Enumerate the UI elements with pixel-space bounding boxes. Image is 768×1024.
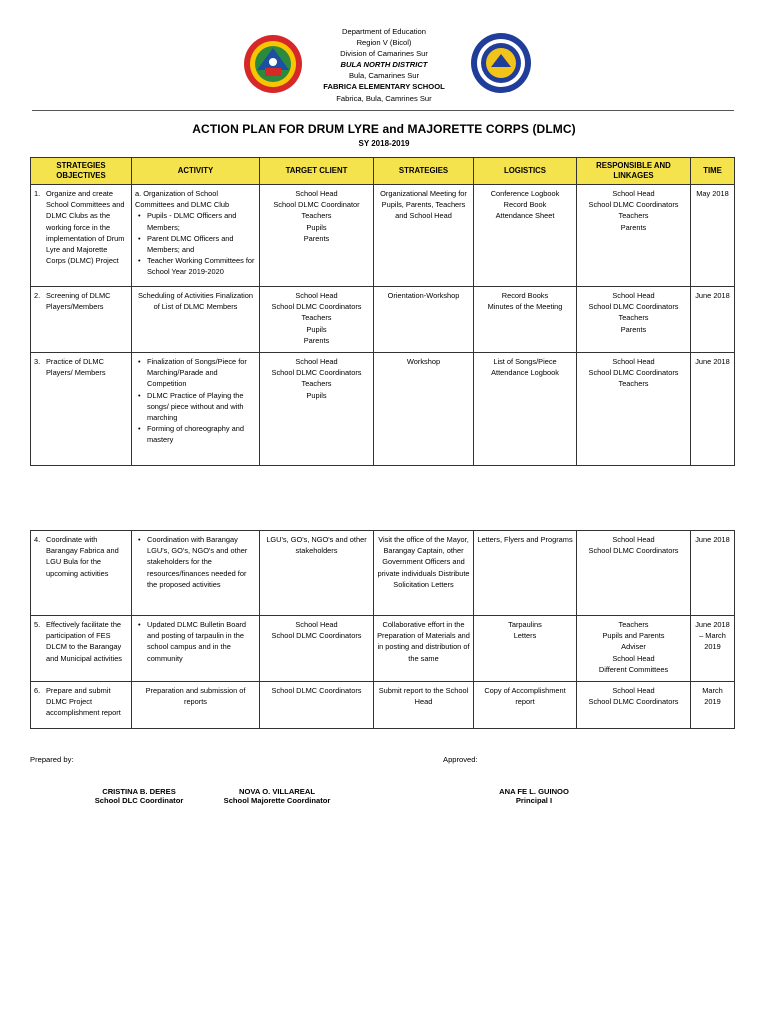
signatory-majorette-coordinator bbox=[212, 787, 342, 805]
table-row bbox=[31, 287, 735, 353]
target-item: Teachers bbox=[301, 379, 332, 389]
responsible-item: School DLMC Coordinators bbox=[588, 302, 679, 312]
target-cell bbox=[260, 287, 374, 353]
header-divider bbox=[32, 110, 734, 111]
responsible-item: Pupils and Parents bbox=[602, 631, 665, 641]
target-item: Teachers bbox=[301, 211, 332, 221]
approved-label: Approved: bbox=[443, 755, 478, 764]
target-item: Parents bbox=[303, 233, 330, 243]
table-header-row bbox=[31, 158, 735, 185]
responsible-item: School DLMC Coordinators bbox=[588, 697, 679, 707]
target-cell bbox=[260, 616, 374, 682]
logistics-cell: Letters, Flyers and Programs bbox=[474, 531, 577, 616]
list-item: • Coordination with Barangay LGU's, GO's, NGO's and other stakeholders for the resources/finances needed for the proposed activities bbox=[147, 534, 256, 590]
logistics-item: Tarpaulins bbox=[508, 620, 542, 629]
list-item: • Parent DLMC Officers and Members; and bbox=[147, 233, 256, 255]
list-item: • Forming of choreography and mastery bbox=[147, 423, 256, 445]
objective-text: Prepare and submit DLMC Project accomplishment report bbox=[46, 686, 121, 718]
target-cell bbox=[260, 185, 374, 287]
table-row bbox=[31, 616, 735, 682]
row-number: 3. bbox=[34, 357, 41, 366]
signatory-name: CRISTINA B. DERES bbox=[102, 787, 176, 796]
signatory-principal bbox=[484, 787, 584, 805]
row-number: 2. bbox=[34, 291, 41, 300]
activity-cell bbox=[132, 185, 260, 287]
column-header: TARGET CLIENT bbox=[260, 158, 374, 185]
objective-cell bbox=[31, 287, 132, 353]
target-item: Pupils bbox=[306, 390, 327, 400]
activity-cell bbox=[132, 616, 260, 682]
responsible-cell bbox=[577, 287, 691, 353]
time-cell: May 2018 bbox=[691, 185, 735, 287]
school-year: SY 2018-2019 bbox=[358, 139, 410, 148]
target-item: School Head bbox=[295, 620, 338, 629]
target-cell: LGU's, GO's, NGO's and other stakeholders bbox=[260, 531, 374, 616]
action-plan-table-part-1 bbox=[30, 157, 735, 466]
column-header: STRATEGIES OBJECTIVES bbox=[31, 158, 132, 185]
list-item: • Updated DLMC Bulletin Board and posting of tarpaulin in the school campus and in the community bbox=[147, 619, 256, 664]
responsible-item: Teachers bbox=[618, 313, 649, 323]
header-line-address: Fabrica, Bula, Camrines Sur bbox=[336, 93, 432, 103]
logistics-item: Letters bbox=[513, 631, 537, 641]
list-item: • DLMC Practice of Playing the songs/ piece without and with marching bbox=[147, 390, 256, 424]
objective-text: Organize and create School Committees and DLMC Clubs as the working force in the implementation of Drum Lyre and Majorette Corps (DLMC) Project bbox=[46, 189, 125, 266]
logistics-cell: Copy of Accomplishment report bbox=[474, 682, 577, 729]
objective-cell bbox=[31, 531, 132, 616]
header-line-region: Region V (Bicol) bbox=[356, 38, 412, 48]
responsible-item: School Head bbox=[612, 189, 655, 198]
signatory-dlc-coordinator bbox=[84, 787, 194, 805]
target-item: Teachers bbox=[301, 313, 332, 323]
target-cell: School DLMC Coordinators bbox=[260, 682, 374, 729]
target-item: School DLMC Coordinators bbox=[271, 631, 362, 641]
column-header: LOGISTICS bbox=[474, 158, 577, 185]
responsible-cell bbox=[577, 531, 691, 616]
target-item: Parents bbox=[303, 335, 330, 345]
letterhead bbox=[0, 26, 768, 104]
strategies-cell: Workshop bbox=[374, 353, 474, 466]
target-item: School Head bbox=[295, 357, 338, 366]
responsible-cell bbox=[577, 185, 691, 287]
document-title: ACTION PLAN FOR DRUM LYRE and MAJORETTE CORPS (DLMC) bbox=[192, 122, 576, 136]
signatory-name: NOVA O. VILLAREAL bbox=[239, 787, 315, 796]
responsible-item: Parents bbox=[620, 222, 647, 232]
responsible-cell bbox=[577, 353, 691, 466]
responsible-item: School Head bbox=[612, 357, 655, 366]
time-cell: June 2018 – March 2019 bbox=[691, 616, 735, 682]
column-header: STRATEGIES bbox=[374, 158, 474, 185]
table-row bbox=[31, 185, 735, 287]
list-item: • Pupils - DLMC Officers and Members; bbox=[147, 210, 256, 232]
activity-cell: Preparation and submission of reports bbox=[132, 682, 260, 729]
responsible-item: School Head bbox=[612, 291, 655, 300]
logistics-item: Record Book bbox=[503, 200, 547, 210]
target-cell bbox=[260, 353, 374, 466]
strategies-cell: Submit report to the School Head bbox=[374, 682, 474, 729]
logistics-cell bbox=[474, 616, 577, 682]
strategies-cell: Visit the office of the Mayor, Barangay Captain, other Government Officers and private individuals Distribute Solicitation Letters bbox=[374, 531, 474, 616]
list-item: • Teacher Working Committees for School Year 2019-2020 bbox=[147, 255, 256, 277]
responsible-item: Adviser bbox=[621, 642, 646, 652]
responsible-item: School Head bbox=[612, 653, 655, 663]
signatory-role: School Majorette Coordinator bbox=[223, 796, 331, 805]
target-item: School DLMC Coordinators bbox=[271, 302, 362, 312]
logistics-cell bbox=[474, 353, 577, 466]
logistics-item: Minutes of the Meeting bbox=[487, 302, 563, 312]
objective-cell bbox=[31, 353, 132, 466]
header-line-district: BULA NORTH DISTRICT bbox=[340, 60, 428, 70]
logistics-item: Attendance Sheet bbox=[495, 211, 555, 221]
activity-cell: Scheduling of Activities Finalization of List of DLMC Members bbox=[132, 287, 260, 353]
row-number: 4. bbox=[34, 535, 41, 544]
time-cell: March 2019 bbox=[691, 682, 735, 729]
responsible-item: Different Committees bbox=[598, 664, 669, 674]
column-header: ACTIVITY bbox=[132, 158, 260, 185]
responsible-item: Parents bbox=[620, 324, 647, 334]
column-header: RESPONSIBLE AND LINKAGES bbox=[577, 158, 691, 185]
objective-text: Practice of DLMC Players/ Members bbox=[46, 357, 106, 378]
target-item: School Head bbox=[295, 189, 338, 198]
strategies-cell: Orientation-Workshop bbox=[374, 287, 474, 353]
responsible-cell bbox=[577, 682, 691, 729]
responsible-item: School DLMC Coordinators bbox=[588, 200, 679, 210]
target-item: Pupils bbox=[306, 324, 327, 334]
responsible-item: School Head bbox=[612, 686, 655, 695]
signatory-role: Principal I bbox=[515, 796, 553, 805]
objective-cell bbox=[31, 185, 132, 287]
header-line-school: FABRICA ELEMENTARY SCHOOL bbox=[323, 82, 445, 92]
responsible-item: Teachers bbox=[618, 620, 649, 629]
row-number: 5. bbox=[34, 620, 41, 629]
signatory-name: ANA FE L. GUINOO bbox=[499, 787, 569, 796]
header-line-town: Bula, Camarines Sur bbox=[348, 71, 420, 81]
objective-text: Coordinate with Barangay Fabrica and LGU Bula for the upcoming activities bbox=[46, 535, 119, 578]
logistics-item: List of Songs/Piece bbox=[493, 357, 557, 366]
time-cell: June 2018 bbox=[691, 531, 735, 616]
objective-text: Effectively facilitate the participation of FES DLCM to the Barangay and Municipal activities bbox=[46, 620, 122, 663]
objective-cell bbox=[31, 682, 132, 729]
signatory-role: School DLC Coordinator bbox=[94, 796, 184, 805]
target-item: School Head bbox=[295, 291, 338, 300]
responsible-item: School Head bbox=[612, 535, 655, 544]
row-number: 6. bbox=[34, 686, 41, 695]
strategies-cell: Organizational Meeting for Pupils, Parents, Teachers and School Head bbox=[374, 185, 474, 287]
table-row bbox=[31, 531, 735, 616]
logistics-item: Conference Logbook bbox=[490, 189, 560, 198]
header-line-department: Department of Education bbox=[341, 27, 426, 36]
logistics-item: Attendance Logbook bbox=[491, 368, 559, 378]
target-item: School DLMC Coordinators bbox=[271, 368, 362, 378]
responsible-cell bbox=[577, 616, 691, 682]
list-item: • Finalization of Songs/Piece for Marching/Parade and Competition bbox=[147, 356, 256, 390]
column-header: TIME bbox=[691, 158, 735, 185]
table-row bbox=[31, 353, 735, 466]
objective-cell bbox=[31, 616, 132, 682]
time-cell: June 2018 bbox=[691, 353, 735, 466]
target-item: Pupils bbox=[306, 222, 327, 232]
strategies-cell: Collaborative effort in the Preparation of Materials and in posting and distribution of the same bbox=[374, 616, 474, 682]
responsible-item: School DLMC Coordinators bbox=[588, 368, 679, 378]
logistics-cell bbox=[474, 287, 577, 353]
objective-text: Screening of DLMC Players/Members bbox=[46, 291, 111, 312]
responsible-item: School DLMC Coordinators bbox=[588, 546, 679, 556]
row-number: 1. bbox=[34, 189, 41, 198]
responsible-item: Teachers bbox=[618, 379, 649, 389]
responsible-item: Teachers bbox=[618, 211, 649, 221]
action-plan-table-part-2 bbox=[30, 530, 735, 729]
logistics-item: Record Books bbox=[501, 291, 549, 300]
header-line-division: Division of Camarines Sur bbox=[340, 49, 428, 59]
activity-cell bbox=[132, 353, 260, 466]
prepared-by-label: Prepared by: bbox=[30, 755, 74, 764]
time-cell: June 2018 bbox=[691, 287, 735, 353]
activity-lead: a. Organization of School Committees and DLMC Club bbox=[135, 189, 230, 210]
table-row bbox=[31, 682, 735, 729]
target-item: School DLMC Coordinator bbox=[273, 200, 360, 210]
activity-cell bbox=[132, 531, 260, 616]
logistics-cell bbox=[474, 185, 577, 287]
